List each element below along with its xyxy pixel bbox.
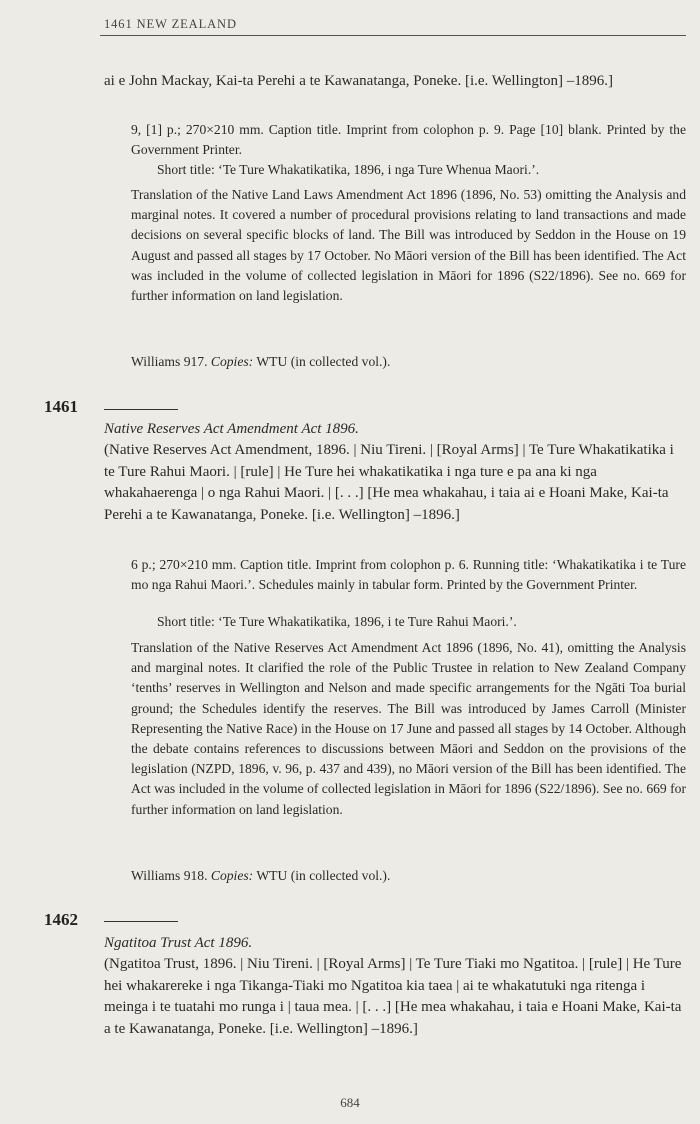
continuation-references bbox=[131, 352, 686, 372]
copies-value: WTU (in collected vol.). bbox=[256, 868, 391, 883]
entry-dash bbox=[104, 409, 178, 410]
copies-value: WTU (in collected vol.). bbox=[256, 354, 391, 369]
entry-references bbox=[131, 866, 686, 886]
copies-label: Copies: bbox=[210, 868, 254, 883]
entry-imprint: (Native Reserves Act Amendment, 1896. | Niu Tireni. | [Royal Arms] | Te Ture Whakatikatika i te Ture Rahui Maori. | [rule] | He Ture hei whakatikatika i nga ture e pa ana ki nga whakahaerenga | o nga Rahui Maori. | [. . .] [He mea whakahau, i taia ai e Hoani Make, Kai-ta Perehi a te Kawanatanga, Poneke. [i.e. Wellington] –1896.] bbox=[104, 442, 674, 523]
copies-label: Copies: bbox=[210, 354, 254, 369]
continuation-short-title: Short title: ‘Te Ture Whakatikatika, 1896, i nga Ture Whenua Maori.’. bbox=[157, 162, 540, 177]
page-number: 684 bbox=[340, 1095, 360, 1110]
continuation-translation-note: Translation of the Native Land Laws Amendment Act 1896 (1896, No. 53) omitting the Analysis and marginal notes. It covered a number of procedural provisions relating to land transactions and made decisions on several specific blocks of land. The Bill was introduced by Seddon in the House on 19 August and passed all stages by 17 October. No Māori version of the Bill has been identified. The Act was included in the volume of collected legislation in Māori for 1896 (S22/1896). See no. 669 for further information on land legislation. bbox=[131, 187, 686, 304]
entry-number: 1462 bbox=[44, 910, 78, 929]
entry-imprint: (Ngatitoa Trust, 1896. | Niu Tireni. | [Royal Arms] | Te Ture Tiaki mo Ngatitoa. | [rule] | He Ture hei whakarereke i nga Tikanga-Tiaki mo Ngatitoa kia taea | ai te whakatutuki nga ritenga i meinga i te tuatahi mo runga i | taua mea. | [. . .] [He mea whakahau, i taia e Hoani Make, Kai-ta a te Kawanatanga, Poneke. [i.e. Wellington] –1896.] bbox=[104, 956, 682, 1037]
williams-ref: Williams 918. bbox=[131, 868, 208, 883]
entry-dash bbox=[104, 921, 178, 922]
entry-number: 1461 bbox=[44, 397, 78, 416]
header-rule bbox=[100, 35, 686, 36]
continuation-imprint: ai e John Mackay, Kai-ta Perehi a te Kawanatanga, Poneke. [i.e. Wellington] –1896.] bbox=[104, 73, 614, 89]
entry-description: 6 p.; 270×210 mm. Caption title. Imprint from colophon p. 6. Running title: ‘Whakatikatika i te Ture mo nga Rahui Maori.’. Schedules mainly in tabular form. Printed by the Government Printer. bbox=[131, 557, 686, 592]
williams-ref: Williams 917. bbox=[131, 354, 208, 369]
entry-translation-note: Translation of the Native Reserves Act Amendment Act 1896 (1896, No. 41), omitting the Analysis and marginal notes. It clarified the role of the Public Trustee in relation to New Zealand Company ‘tenths’ reserves in Wellington and Nelson and made specific arrangements for the Ngāti Toa burial ground; the Schedules identify the reserves. The Bill was introduced by James Carroll (Minister Representing the Native Race) in the House on 17 June and passed all stages by 14 October. Although the debate contains references to discussions between Māori and Seddon on the provisions of the legislation (NZPD, 1896, v. 96, p. 437 and 439), no Māori version of the Bill has been identified. The Act was included in the volume of collected legislation in Māori for 1896 (S22/1896). See no. 669 for further information on land legislation. bbox=[131, 640, 686, 817]
entry-title: Native Reserves Act Amendment Act 1896. bbox=[104, 421, 359, 437]
entry-short-title: Short title: ‘Te Ture Whakatikatika, 1896, i te Ture Rahui Maori.’. bbox=[157, 614, 517, 629]
running-head: 1461 NEW ZEALAND bbox=[104, 17, 237, 31]
continuation-description: 9, [1] p.; 270×210 mm. Caption title. Imprint from colophon p. 9. Page [10] blank. Printed by the Government Printer. bbox=[131, 122, 686, 157]
entry-title: Ngatitoa Trust Act 1896. bbox=[104, 935, 253, 951]
